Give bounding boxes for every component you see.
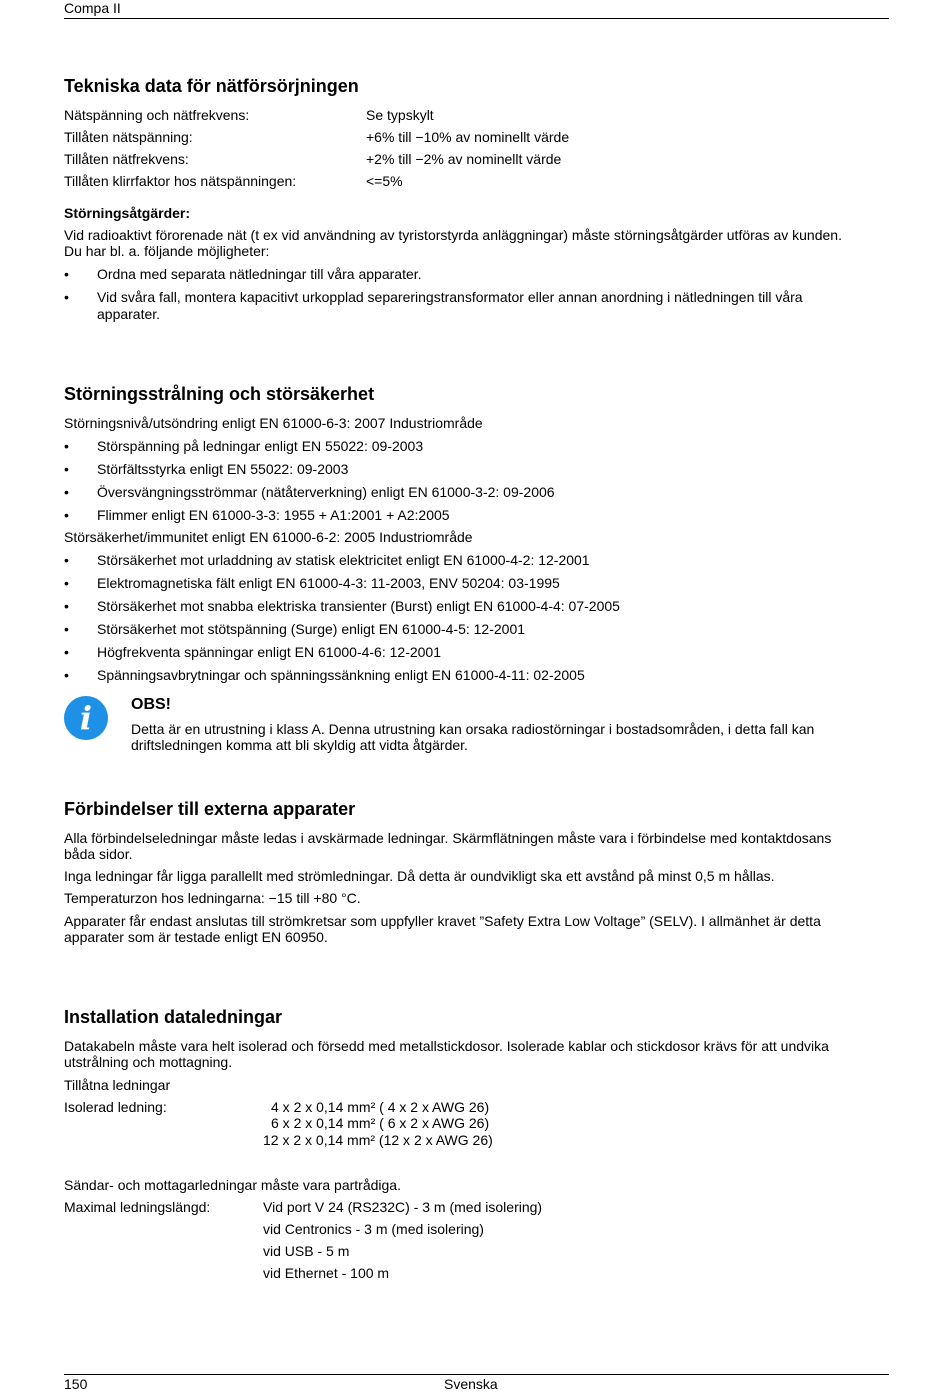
list-item-continuation: apparater. [97, 306, 161, 322]
note-text: Detta är en utrustning i klass A. Denna utrustning kan orsaka radiostörningar i bostadsområden, i detta fall kan [131, 721, 815, 737]
bullet-icon: • [64, 644, 69, 660]
max-length-label: Maximal ledningslängd: [64, 1199, 211, 1215]
paragraph-line: båda sidor. [64, 846, 133, 862]
footer-divider [64, 1374, 889, 1375]
max-length-value: vid USB - 5 m [263, 1243, 350, 1259]
spec-value: Se typskylt [366, 107, 434, 123]
section-heading-emission-immunity: Störningsstrålning och störsäkerhet [64, 384, 375, 404]
list-item: Flimmer enligt EN 61000-3-3: 1955 + A1:2001 + A2:2005 [97, 507, 450, 523]
paragraph-line: utstrålning och mottagning. [64, 1054, 233, 1070]
max-length-value: Vid port V 24 (RS232C) - 3 m (med isolering) [263, 1199, 543, 1215]
document-header-title: Compa II [64, 0, 121, 16]
list-item: Översvängningsströmmar (nätåterverkning) enligt EN 61000-3-2: 09-2006 [97, 484, 555, 500]
section-heading-power-supply: Tekniska data för nätförsörjningen [64, 76, 359, 96]
paragraph-line: Inga ledningar får ligga parallellt med strömledningar. Då detta är oundvikligt ska ett avstånd på minst 0,5 m hållas. [64, 868, 775, 884]
list-item: Störsäkerhet mot stötspänning (Surge) enligt EN 61000-4-5: 12-2001 [97, 621, 526, 637]
list-item: Elektromagnetiska fält enligt EN 61000-4-3: 11-2003, ENV 50204: 03-1995 [97, 575, 560, 591]
max-length-value: vid Ethernet - 100 m [263, 1265, 390, 1281]
list-item: Störspänning på ledningar enligt EN 55022: 09-2003 [97, 438, 424, 454]
paragraph-line: Temperaturzon hos ledningarna: −15 till +80 °C. [64, 890, 361, 906]
list-item: Störsäkerhet mot urladdning av statisk elektricitet enligt EN 61000-4-2: 12-2001 [97, 552, 590, 568]
spec-label: Tillåten nätspänning: [64, 129, 193, 145]
subheading-interference-measures: Störningsåtgärder: [64, 205, 191, 221]
bullet-icon: • [64, 266, 69, 282]
paragraph-line: apparater som är testade enligt EN 60950. [64, 929, 328, 945]
bullet-icon: • [64, 461, 69, 477]
paragraph-line: Sändar- och mottagarledningar måste vara partrådiga. [64, 1177, 401, 1193]
paragraph-line: Datakabeln måste vara helt isolerad och försedd med metallstickdosor. Isolerade kablar och stickdosor krävs för att undvika [64, 1038, 829, 1054]
list-item: Störfältsstyrka enligt EN 55022: 09-2003 [97, 461, 349, 477]
bullet-icon: • [64, 484, 69, 500]
list-item: Vid svåra fall, montera kapacitivt urkopplad separeringstransformator eller annan anordning i nätledningen till våra [97, 289, 803, 305]
cable-spec: 6 x 2 x 0,14 mm² ( 6 x 2 x AWG 26) [271, 1115, 490, 1131]
isolated-cable-label: Isolerad ledning: [64, 1099, 167, 1115]
bullet-icon: • [64, 575, 69, 591]
note-title: OBS! [131, 696, 171, 713]
bullet-icon: • [64, 438, 69, 454]
list-item: Spänningsavbrytningar och spänningssänkning enligt EN 61000-4-11: 02-2005 [97, 667, 585, 683]
bullet-icon: • [64, 552, 69, 568]
spec-value: +6% till −10% av nominellt värde [366, 129, 570, 145]
paragraph-line: Du har bl. a. följande möjligheter: [64, 243, 270, 259]
bullet-icon: • [64, 598, 69, 614]
spec-label: Tillåten nätfrekvens: [64, 151, 189, 167]
spec-value: <=5% [366, 173, 403, 189]
header-divider [64, 18, 889, 19]
note-text: driftsledningen komma att bli skyldig att vidta åtgärder. [131, 737, 468, 753]
spec-label: Nätspänning och nätfrekvens: [64, 107, 250, 123]
cable-spec: 12 x 2 x 0,14 mm² (12 x 2 x AWG 26) [263, 1132, 493, 1148]
section-heading-data-cables: Installation dataledningar [64, 1007, 283, 1027]
page-number: 150 [64, 1376, 88, 1392]
spec-label: Tillåten klirrfaktor hos nätspänningen: [64, 173, 297, 189]
footer-language: Svenska [444, 1376, 498, 1392]
bullet-icon: • [64, 289, 69, 305]
bullet-icon: • [64, 507, 69, 523]
spec-value: +2% till −2% av nominellt värde [366, 151, 562, 167]
paragraph-line: Alla förbindelseledningar måste ledas i avskärmade ledningar. Skärmflätningen måste vara i förbindelse med kontaktdosans [64, 830, 832, 846]
bullet-icon: • [64, 621, 69, 637]
section-heading-external-connections: Förbindelser till externa apparater [64, 799, 356, 819]
max-length-value: vid Centronics - 3 m (med isolering) [263, 1221, 484, 1237]
cable-spec: 4 x 2 x 0,14 mm² ( 4 x 2 x AWG 26) [271, 1099, 490, 1115]
list-item: Störsäkerhet mot snabba elektriska transienter (Burst) enligt EN 61000-4-4: 07-2005 [97, 598, 620, 614]
allowed-cables-label: Tillåtna ledningar [64, 1077, 171, 1093]
bullet-icon: • [64, 667, 69, 683]
intro-text: Störsäkerhet/immunitet enligt EN 61000-6-2: 2005 Industriområde [64, 529, 473, 545]
intro-text: Störningsnivå/utsöndring enligt EN 61000-6-3: 2007 Industriområde [64, 415, 483, 431]
paragraph-line: Vid radioaktivt förorenade nät (t ex vid användning av tyristorstyrda anläggningar) måste störningsåtgärder utföras av kunden. [64, 227, 842, 243]
paragraph-line: Apparater får endast anslutas till strömkretsar som uppfyller kravet ”Safety Extra Low Voltage” (SELV). I allmänhet är detta [64, 913, 821, 929]
list-item: Högfrekventa spänningar enligt EN 61000-4-6: 12-2001 [97, 644, 442, 660]
info-icon: i [64, 696, 108, 740]
list-item: Ordna med separata nätledningar till våra apparater. [97, 266, 422, 282]
